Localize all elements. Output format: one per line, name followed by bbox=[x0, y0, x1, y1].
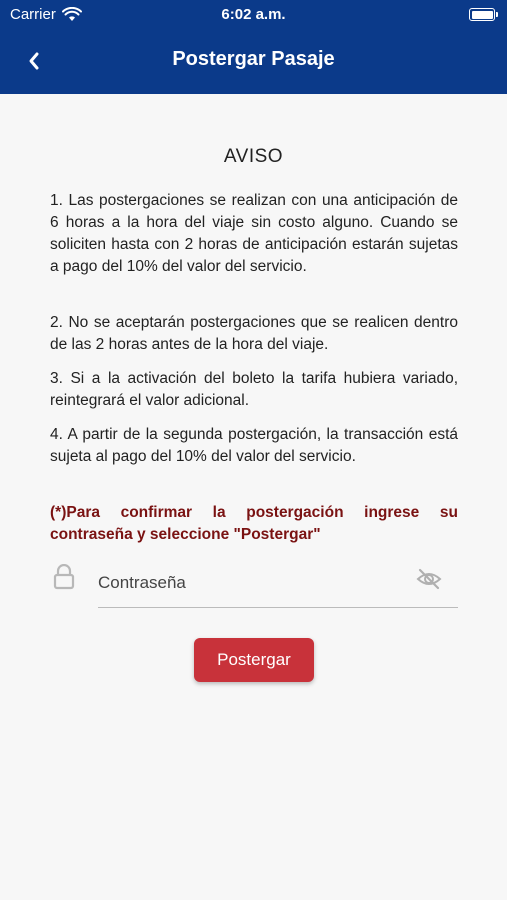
status-bar bbox=[0, 4, 507, 26]
battery-icon bbox=[469, 8, 495, 21]
confirm-note: (*)Para confirmar la postergación ingrese su contraseña y seleccione "Postergar" bbox=[50, 504, 458, 543]
page-title: Postergar Pasaje bbox=[172, 48, 335, 70]
notice-item-1: 1. Las postergaciones se realizan con una anticipación de 6 horas a la hora del viaje sin costo alguno. Cuando se soliciten hasta con 2 horas de anticipación estarán sujetas a pago del 10% del valor del servicio. bbox=[50, 192, 458, 275]
notice-title: AVISO bbox=[223, 146, 284, 167]
notice-item-2: 2. No se aceptarán postergaciones que se realicen dentro de las 2 horas antes de la hora del viaje. bbox=[50, 314, 458, 353]
password-input[interactable] bbox=[98, 558, 458, 608]
password-row bbox=[50, 558, 458, 610]
status-time: 6:02 a.m. bbox=[221, 6, 286, 23]
eye-off-icon[interactable] bbox=[416, 567, 442, 591]
notice-item-3: 3. Si a la activación del boleto la tarifa hubiera variado, reintegrará el valor adicional. bbox=[50, 370, 458, 409]
notice-item-4: 4. A partir de la segunda postergación, la transacción está sujeta al pago del 10% del valor del servicio. bbox=[50, 426, 458, 465]
postergar-button[interactable]: Postergar bbox=[194, 638, 314, 682]
nav-bar bbox=[0, 40, 507, 80]
lock-icon bbox=[52, 564, 76, 590]
carrier-label: Carrier bbox=[10, 6, 56, 23]
top-bar bbox=[0, 0, 507, 94]
